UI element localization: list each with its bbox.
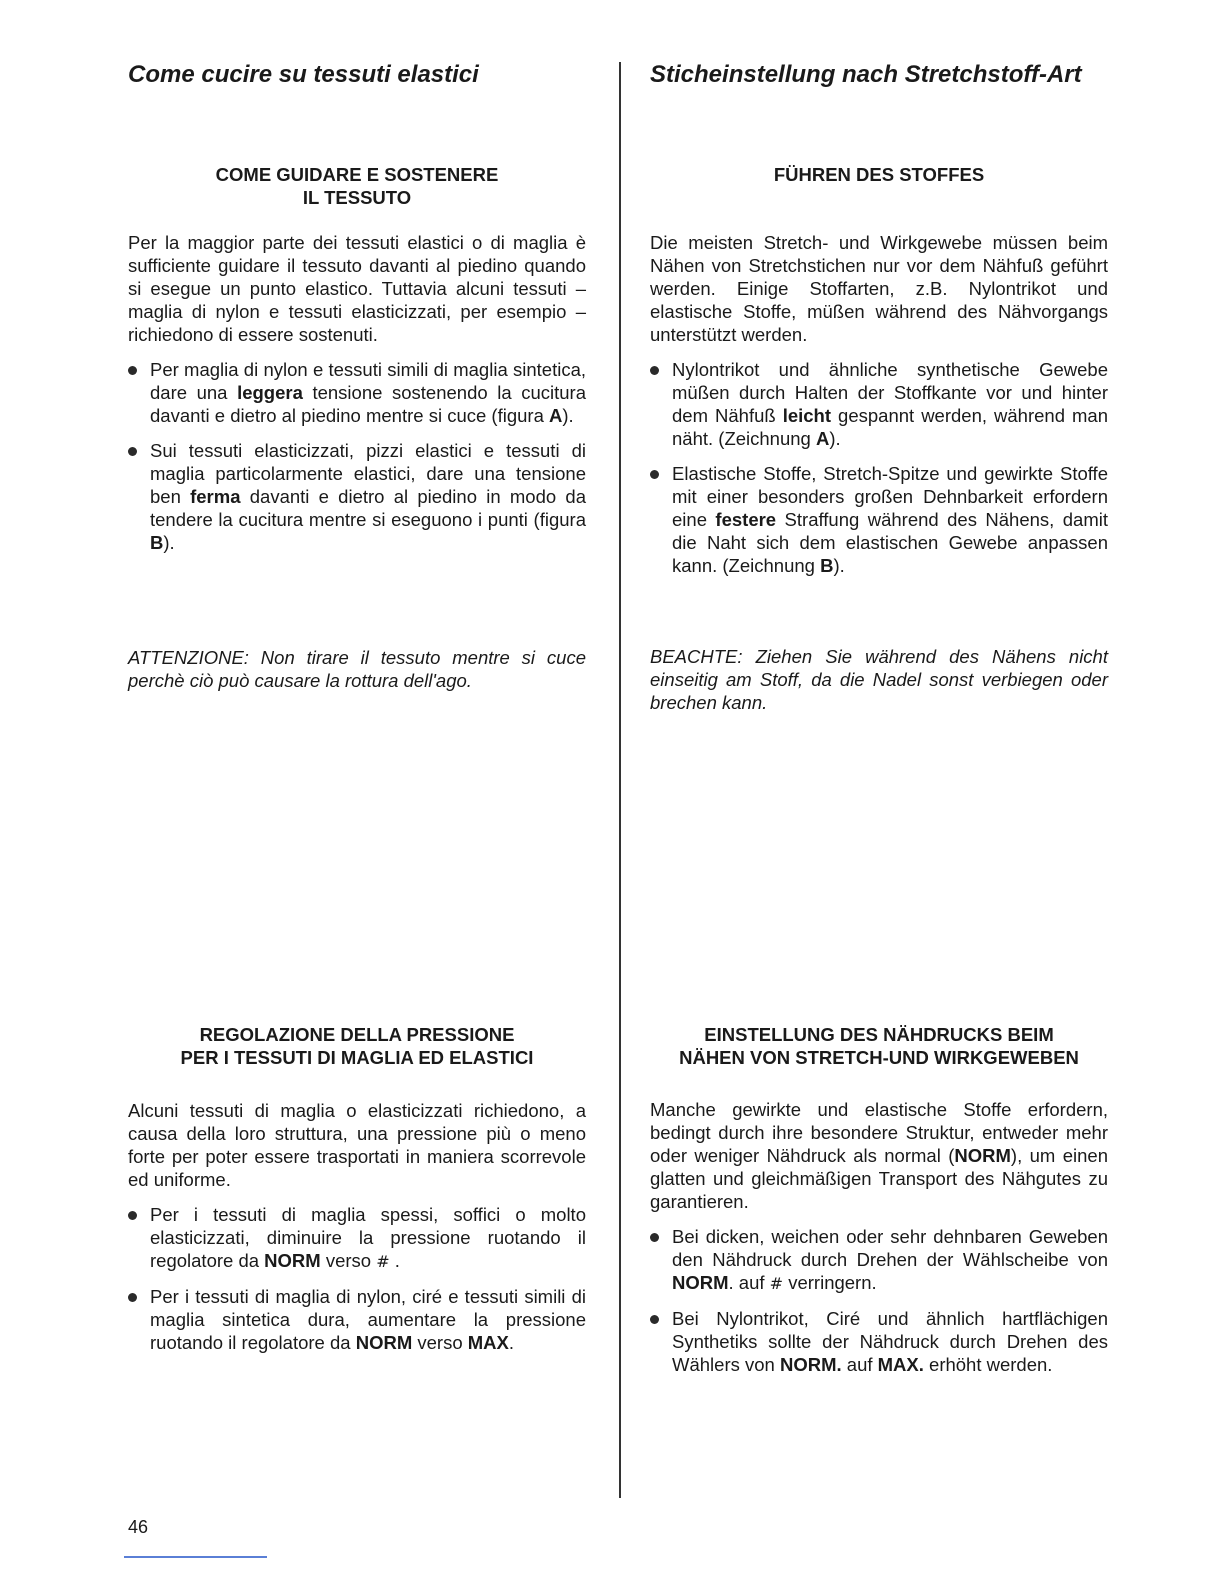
list-item: Bei dicken, weichen oder sehr dehnbaren Geweben den Nähdruck durch Drehen der Wählscheibe von NORM. auf # verringern.: [650, 1225, 1108, 1295]
right-section1-intro: Die meisten Stretch- und Wirkgewebe müssen beim Nähen von Stretchstichen nur vor dem Nähfuß geführt werden. Einige Stoffarten, z.B. Nylontrikot und elastische Stoffe, müßen während des Nähvorgangs unterstützt werden.: [650, 232, 1108, 345]
bullet-icon: [128, 366, 137, 375]
list-item: Sui tessuti elasticizzati, pizzi elastici e tessuti di maglia particolarmente elastici, dare una tensione ben ferma davanti e dietro al piedino in modo da tendere la cucitura mentre si eseguono i punti (figura B).: [128, 439, 586, 554]
bullet-icon: [128, 1211, 137, 1220]
right-section2-heading: [650, 1023, 1108, 1069]
left-section1-body: [128, 231, 586, 554]
list-item: Nylontrikot und ähnliche synthetische Gewebe müßen durch Halten der Stoffkante vor und hinter dem Nähfuß leicht gespannt werden, während man näht. (Zeichnung A).: [650, 358, 1108, 450]
right-section2-body: [650, 1098, 1108, 1376]
bullet-icon: [128, 1293, 137, 1302]
left-title: Come cucire su tessuti elastici: [128, 61, 479, 88]
left-section1-heading: [128, 163, 586, 209]
list-item: Per i tessuti di maglia di nylon, ciré e tessuti simili di maglia sintetica dura, aumentare la pressione ruotando il regolatore da NORM verso MAX.: [128, 1285, 586, 1354]
heading-line: NÄHEN VON STRETCH-UND WIRKGEWEBEN: [679, 1047, 1079, 1068]
left-section2-intro: Alcuni tessuti di maglia o elasticizzati richiedono, a causa della loro struttura, una pressione più o meno forte per poter essere trasportati in maniera scorrevole ed uniforme.: [128, 1100, 586, 1190]
right-section1-list: [650, 358, 1108, 577]
page-number: 46: [128, 1517, 149, 1537]
heading-line: EINSTELLUNG DES NÄHDRUCKS BEIM: [704, 1024, 1054, 1045]
left-section1-list: [128, 358, 586, 554]
list-item: Elastische Stoffe, Stretch-Spitze und gewirkte Stoffe mit einer besonders großen Dehnbarkeit erfordern eine festere Straffung während des Nähens, damit die Naht sich dem elastischen Gewebe anpassen kann. (Zeichnung B).: [650, 462, 1108, 577]
heading-line: IL TESSUTO: [302, 187, 412, 208]
left-section2-body: [128, 1099, 586, 1354]
heading-line: FÜHREN DES STOFFES: [773, 164, 985, 185]
left-section2-list: [128, 1203, 586, 1354]
bullet-icon: [650, 1233, 659, 1242]
bullet-icon: [128, 447, 137, 456]
list-item: Per maglia di nylon e tessuti simili di maglia sintetica, dare una leggera tensione sostenendo la cucitura davanti e dietro al piedino mentre si cuce (figura A).: [128, 358, 586, 427]
left-note: ATTENZIONE: Non tirare il tessuto mentre si cuce perchè ciò può causare la rottura dell'ago.: [128, 647, 586, 691]
heading-line: COME GUIDARE E SOSTENERE: [215, 164, 499, 185]
right-section1-heading: [650, 163, 1108, 186]
right-section2-intro: Manche gewirkte und elastische Stoffe erfordern, bedingt durch ihre besondere Struktur, entweder mehr oder weniger Nähdruck als normal (NORM), um einen glatten und gleichmäßigen Transport des Nähgutes zu garantieren.: [650, 1099, 1109, 1212]
right-section1-body: [650, 231, 1108, 577]
bullet-icon: [650, 470, 659, 479]
left-section1-intro: Per la maggior parte dei tessuti elastici o di maglia è sufficiente guidare il tessuto davanti al piedino quando si esegue un punto elastico. Tuttavia alcuni tessuti – maglia di nylon e tessuti elasticizzati, per esempio – richiedono di essere sostenuti.: [128, 232, 586, 345]
right-note: BEACHTE: Ziehen Sie während des Nähens nicht einseitig am Stoff, da die Nadel sonst verbiegen oder brechen kann.: [650, 646, 1108, 713]
column-divider: [619, 62, 621, 1498]
left-section2-heading: [128, 1023, 586, 1069]
pressure-grid-icon: #: [376, 1252, 390, 1271]
list-item: Per i tessuti di maglia spessi, soffici o molto elasticizzati, diminuire la pressione ruotando il regolatore da NORM verso # .: [128, 1203, 586, 1273]
pressure-grid-icon: #: [769, 1274, 784, 1293]
footer-rule: [124, 1556, 267, 1558]
heading-line: REGOLAZIONE DELLA PRESSIONE: [199, 1024, 515, 1045]
heading-line: PER I TESSUTI DI MAGLIA ED ELASTICI: [180, 1047, 534, 1068]
list-item: Bei Nylontrikot, Ciré und ähnlich hartflächigen Synthetiks sollte der Nähdruck durch Drehen des Wählers von NORM. auf MAX. erhöht werden.: [650, 1307, 1108, 1376]
right-section2-list: [650, 1225, 1108, 1376]
right-title: Sticheinstellung nach Stretchstoff-Art: [650, 61, 1082, 88]
bullet-icon: [650, 366, 659, 375]
bullet-icon: [650, 1315, 659, 1324]
